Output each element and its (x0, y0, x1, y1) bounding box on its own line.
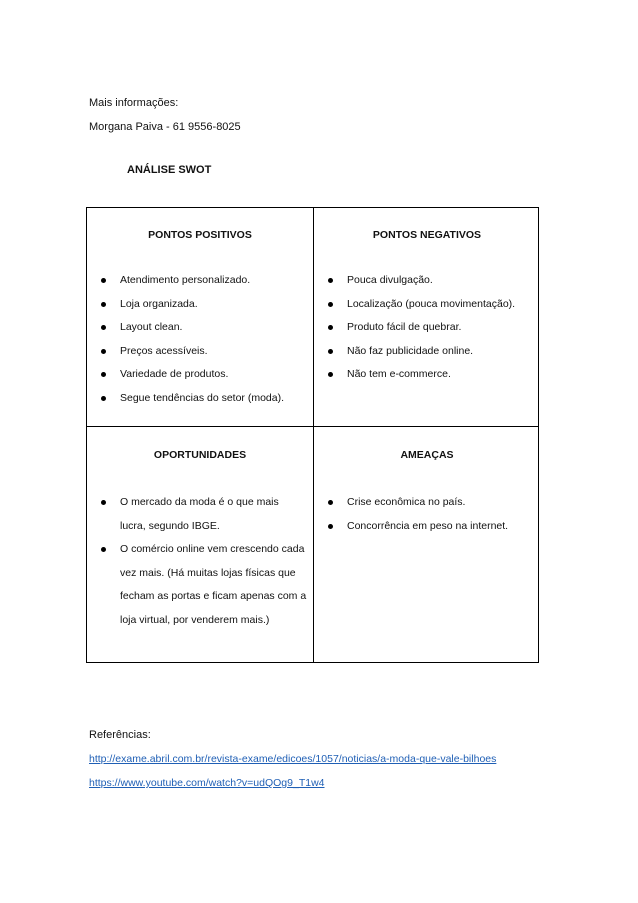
bullet-list (314, 269, 540, 387)
table-divider-horizontal (87, 426, 538, 427)
list-item: Concorrência em peso na internet. (314, 515, 540, 539)
list-item: Segue tendências do setor (moda). (87, 387, 313, 411)
reference-link-exame[interactable]: http://exame.abril.com.br/revista-exame/edicoes/1057/noticias/a-moda-que-vale-bilhoes (89, 753, 497, 765)
contact-line: Morgana Paiva - 61 9556-8025 (89, 121, 241, 133)
list-item: Pouca divulgação. (314, 269, 540, 293)
info-label: Mais informações: (89, 97, 179, 109)
list-item: Loja organizada. (87, 293, 313, 317)
swot-table (86, 207, 539, 663)
list-item: Crise econômica no país. (314, 491, 540, 515)
reference-link-youtube[interactable]: https://www.youtube.com/watch?v=udQOg9_T1w4 (89, 777, 325, 789)
bullet-list (314, 491, 540, 538)
cell-heading: PONTOS POSITIVOS (148, 229, 252, 241)
cell-heading: AMEAÇAS (400, 449, 454, 461)
list-item: Localização (pouca movimentação). (314, 293, 540, 317)
swot-title: ANÁLISE SWOT (127, 164, 212, 176)
bullet-list (87, 491, 313, 632)
list-item: Variedade de produtos. (87, 363, 313, 387)
list-item: Não tem e-commerce. (314, 363, 540, 387)
list-item: Preços acessíveis. (87, 340, 313, 364)
list-item: Atendimento personalizado. (87, 269, 313, 293)
references-label: Referências: (89, 729, 151, 741)
cell-heading: PONTOS NEGATIVOS (372, 229, 482, 241)
list-item: O mercado da moda é o que mais lucra, segundo IBGE. (87, 491, 313, 538)
list-item: Layout clean. (87, 316, 313, 340)
list-item: O comércio online vem crescendo cada vez mais. (Há muitas lojas físicas que fecham as portas e ficam apenas com a loja virtual, por venderem mais.) (87, 538, 313, 632)
list-item: Produto fácil de quebrar. (314, 316, 540, 340)
list-item: Não faz publicidade online. (314, 340, 540, 364)
bullet-list (87, 269, 313, 410)
cell-heading: OPORTUNIDADES (153, 449, 247, 461)
